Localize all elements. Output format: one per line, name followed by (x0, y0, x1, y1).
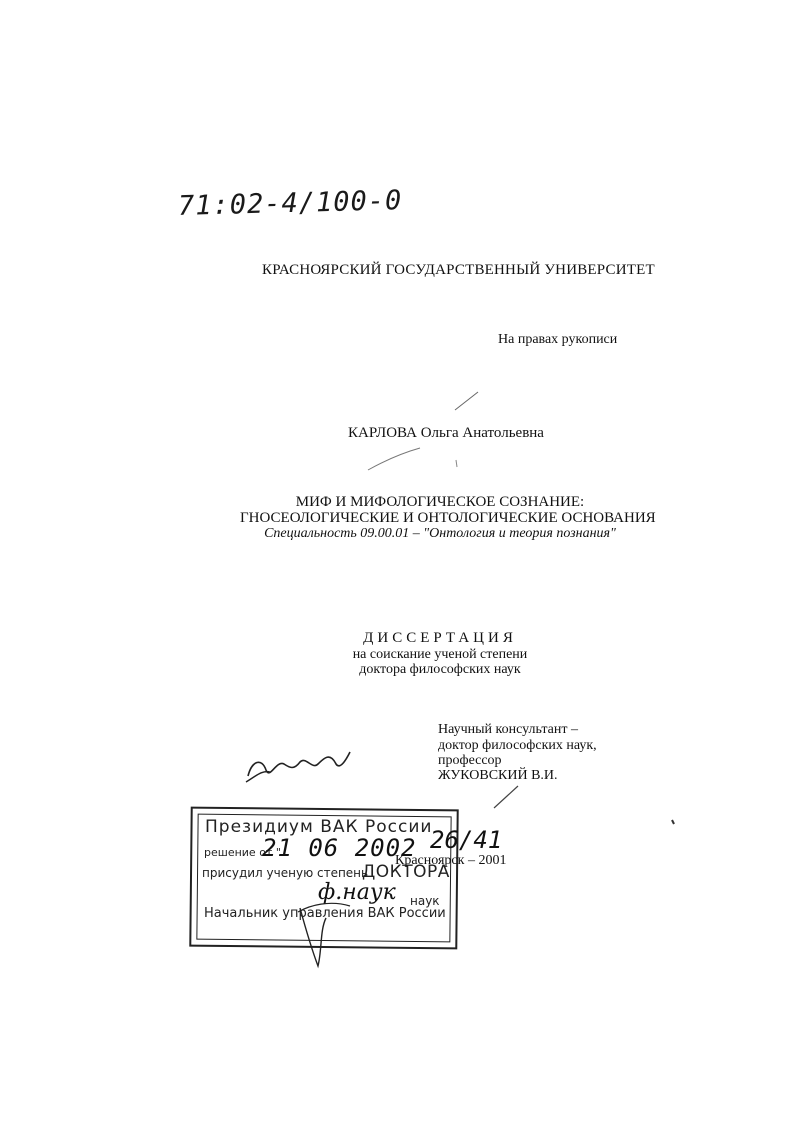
dissertation-title-line-2: ГНОСЕОЛОГИЧЕСКИЕ И ОНТОЛОГИЧЕСКИЕ ОСНОВАНИЯ (240, 510, 656, 526)
university-name: КРАСНОЯРСКИЙ ГОСУДАРСТВЕННЫЙ УНИВЕРСИТЕТ (262, 262, 655, 278)
specialty-line: Специальность 09.00.01 – "Онтология и теория познания" (264, 526, 616, 541)
scan-mark (672, 820, 674, 824)
stamp-degree-word: ДОКТОРА (362, 862, 450, 882)
stamp-title: Президиум ВАК России (205, 817, 433, 837)
handwritten-science-field: ф.наук (318, 880, 396, 905)
advisor-role: Научный консультант – (438, 722, 578, 737)
handwritten-decision-date: 21 06 2002 (262, 834, 417, 862)
advisor-title: профессор (438, 753, 502, 768)
degree-purpose-line-2: доктора философских наук (359, 662, 521, 677)
author-name: КАРЛОВА Ольга Анатольевна (348, 425, 544, 441)
scan-mark (494, 786, 518, 808)
stamp-sciences-label: наук (410, 894, 440, 908)
scan-mark (456, 460, 457, 467)
advisor-name: ЖУКОВСКИЙ В.И. (438, 768, 558, 783)
dissertation-title-line-1: МИФ И МИФОЛОГИЧЕСКОЕ СОЗНАНИЕ: (295, 494, 585, 510)
dissertation-heading: ДИССЕРТАЦИЯ (363, 630, 517, 646)
scan-mark (455, 392, 478, 410)
degree-purpose-line-1: на соискание ученой степени (352, 647, 528, 662)
stamp-decision-label: решение от " (204, 846, 281, 859)
stamp-degree-label: присудил ученую степень (202, 866, 369, 880)
city-year: Красноярск – 2001 (395, 853, 507, 868)
stamp-head-label: Начальник управления ВАК России (204, 906, 446, 921)
advisor-degree: доктор философских наук, (438, 738, 597, 753)
handwritten-archive-code: 71:02-4/100-0 (177, 185, 403, 222)
handwritten-decision-number: 26/41 (430, 826, 503, 854)
scan-mark (368, 448, 420, 470)
manuscript-rights-note: На правах рукописи (498, 332, 618, 347)
